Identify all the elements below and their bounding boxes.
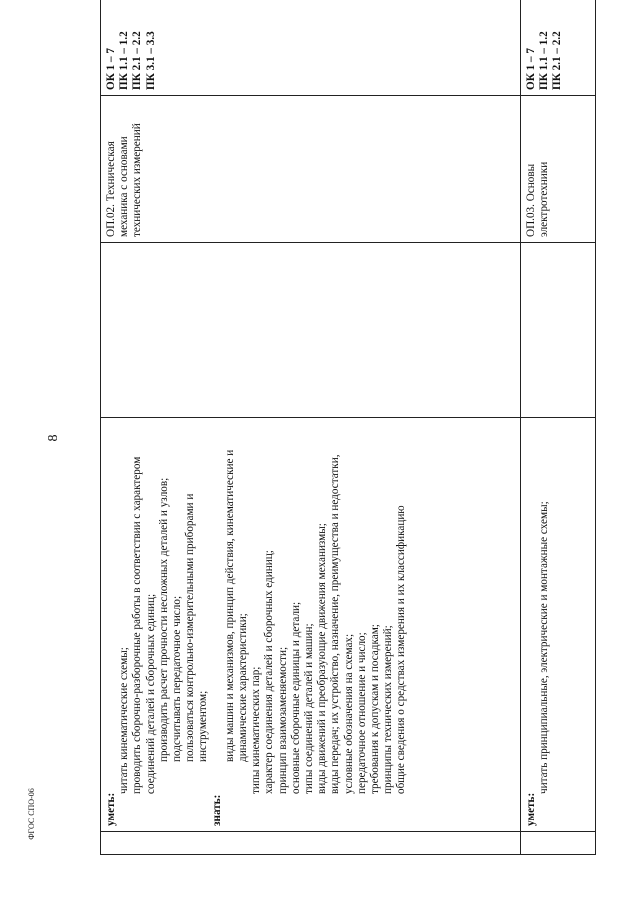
text-line: производить расчет прочности несложных деталей и узлов; — [157, 477, 170, 762]
competency-code: ОК 1 – 7 — [105, 48, 117, 90]
discipline-cell: ОП.03. Основы электротехники — [521, 96, 596, 243]
competencies-cell — [521, 0, 596, 96]
text-line: читать принципиальные, электрические и монтажные схемы; — [538, 501, 551, 794]
competency-code: ПК 2.1 – 2.2 — [131, 31, 144, 90]
competency-code: ПК 1.1 – 1.2 — [538, 31, 551, 90]
competency-code: ОК 1 – 7 — [525, 48, 537, 90]
table-row — [521, 0, 596, 855]
text-line: уметь: — [105, 792, 117, 826]
skills-knowledge-cell — [521, 418, 596, 832]
competency-code: ПК 1.1 – 1.2 — [118, 31, 131, 90]
competency-table — [100, 0, 596, 855]
competency-code: ПК 2.1 – 2.2 — [551, 31, 564, 90]
text-line: читать кинематические схемы; — [118, 647, 131, 794]
text-line: характер соединения деталей и сборочных единиц; — [263, 550, 276, 794]
text-line: основные сборочные единицы и детали; — [289, 601, 302, 794]
text-line: типы соединений деталей и машин; — [303, 623, 316, 794]
table-row — [101, 0, 521, 855]
competencies-cell — [101, 0, 521, 96]
text-line: требования к допускам и посадкам; — [369, 624, 382, 794]
text-line: виды машин и механизмов, принцип действия, кинематические и динамические характеристики; — [223, 449, 250, 762]
text-line: подсчитывать передаточное число; — [171, 595, 184, 762]
text-line: проводить сборочно-разборочные работы в соответствии с характером соединений деталей и сборочных единиц; — [131, 456, 157, 794]
page-number: 8 — [46, 434, 61, 442]
footer-code: ФГОС СПО-06 — [27, 788, 36, 840]
text-line: пользоваться контрольно-измерительными приборами и инструментом; — [184, 493, 210, 762]
text-line: принцип взаимозаменяемости; — [276, 646, 289, 794]
text-line: передаточное отношение и число; — [355, 632, 368, 794]
text-line: типы кинематических пар; — [250, 666, 263, 794]
text-line: виды передач; их устройство, назначение, преимущества и недостатки, условные обозначения на схемах; — [329, 454, 355, 794]
skills-knowledge-cell — [101, 418, 521, 832]
competency-code: ПК 3.1 – 3.3 — [144, 31, 157, 90]
text-line: знать: — [210, 794, 223, 826]
discipline-cell: ОП.02. Техническая механика с основами технических измерений — [101, 96, 521, 243]
rotated-table-wrapper — [100, 31, 595, 855]
text-line: общие сведения о средствах измерения и их классификацию — [395, 505, 408, 794]
left-margin-cell — [101, 832, 521, 855]
hours-cell — [101, 243, 521, 418]
text-line: уметь: — [525, 792, 537, 826]
text-line: виды движений и преобразующие движения механизмы; — [316, 523, 329, 794]
hours-cell — [521, 243, 596, 418]
left-margin-cell — [521, 832, 596, 855]
text-line: принципы технических измерений; — [382, 625, 395, 794]
